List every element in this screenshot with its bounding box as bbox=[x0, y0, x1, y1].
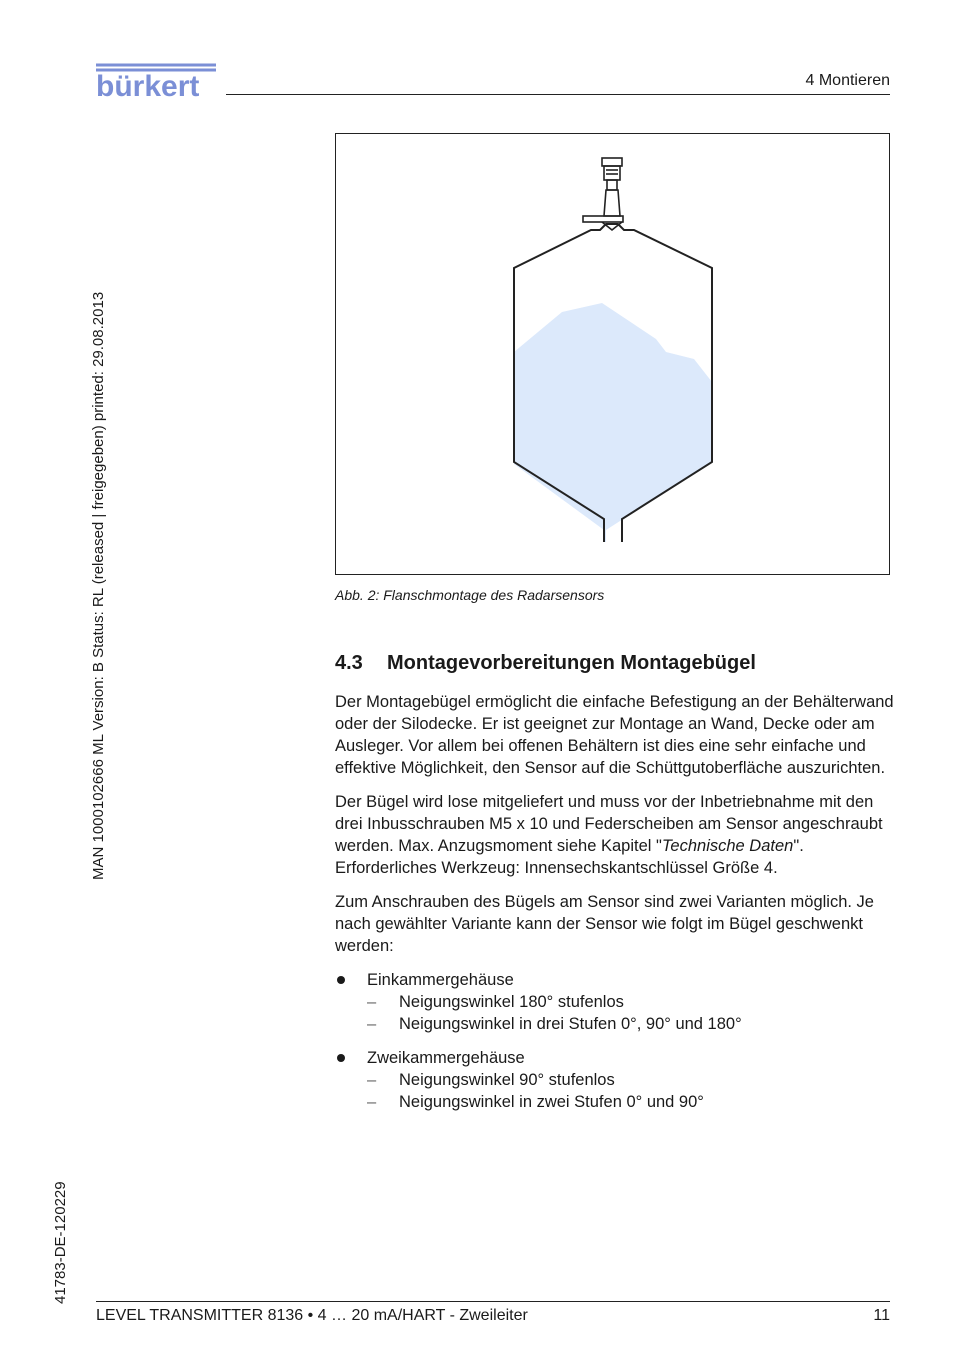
section-heading bbox=[335, 652, 756, 675]
paragraph-1: Der Montagebügel ermöglicht die einfache Befestigung an der Behälterwand oder der Silodecke. Er ist geeignet zur Montage an Wand, Decke oder am Ausleger. Vor allem bei offenen Behältern ist dies eine sehr einfache und effektive Möglichkeit, den Sensor auf die Schüttgutoberfläche auszurichten. bbox=[335, 693, 894, 777]
variant-list bbox=[335, 1047, 895, 1113]
paragraph-3: Zum Anschrauben des Bügels am Sensor sind zwei Varianten möglich. Je nach gewählter Variante kann der Sensor wie folgt im Bügel geschwenkt werden: bbox=[335, 893, 874, 955]
burkert-logo bbox=[96, 62, 216, 100]
sub-item: – Neigungswinkel in drei Stufen 0°, 90° und 180° bbox=[367, 1013, 895, 1035]
variant-label: Einkammergehäuse bbox=[367, 971, 514, 989]
page-number: 11 bbox=[873, 1307, 890, 1324]
variant-label: Zweikammergehäuse bbox=[367, 1049, 525, 1067]
paragraph-2 bbox=[335, 791, 895, 879]
paragraph-2-tail: ". Erforderliches Werkzeug: Innensechskantschlüssel Größe 4. bbox=[335, 837, 804, 877]
sub-item: – Neigungswinkel in zwei Stufen 0° und 90° bbox=[367, 1091, 895, 1113]
figure-frame bbox=[335, 133, 890, 575]
sub-item: – Neigungswinkel 90° stufenlos bbox=[367, 1069, 895, 1091]
paragraph-2-emph: Technische Daten bbox=[661, 837, 794, 855]
silo-illustration bbox=[336, 134, 889, 574]
side-doc-id: 41783-DE-120229 bbox=[52, 1181, 69, 1304]
section-body bbox=[335, 691, 895, 1125]
header-section: 4 Montieren bbox=[805, 72, 890, 89]
side-meta: MAN 1000102666 ML Version: B Status: RL (released | freigegeben) printed: 29.08.2013 bbox=[90, 291, 107, 880]
bulk-fill bbox=[514, 303, 712, 542]
header-rule bbox=[226, 94, 890, 95]
variant-item bbox=[335, 969, 895, 1035]
section-number: 4.3 bbox=[335, 652, 363, 674]
variant-sublist bbox=[367, 991, 895, 1035]
variant-item bbox=[335, 1047, 895, 1113]
paragraph-2-text: Der Bügel wird lose mitgeliefert und muss vor der Inbetriebnahme mit den drei Inbusschrauben M5 x 10 und Federscheiben am Sensor angeschraubt werden. Max. Anzugsmoment siehe Kapitel " bbox=[335, 793, 883, 855]
sub-item: – Neigungswinkel 180° stufenlos bbox=[367, 991, 895, 1013]
section-title: Montagevorbereitungen Montagebügel bbox=[387, 652, 756, 674]
variant-list bbox=[335, 969, 895, 1035]
radar-sensor-icon bbox=[583, 158, 623, 230]
brand-text: bürkert bbox=[96, 70, 200, 100]
footer-product: LEVEL TRANSMITTER 8136 • 4 … 20 mA/HART - Zweileiter bbox=[96, 1307, 528, 1324]
bulk-material bbox=[513, 464, 514, 474]
figure-caption: Abb. 2: Flanschmontage des Radarsensors bbox=[335, 587, 605, 603]
footer-rule bbox=[96, 1301, 890, 1302]
variant-sublist bbox=[367, 1069, 895, 1113]
